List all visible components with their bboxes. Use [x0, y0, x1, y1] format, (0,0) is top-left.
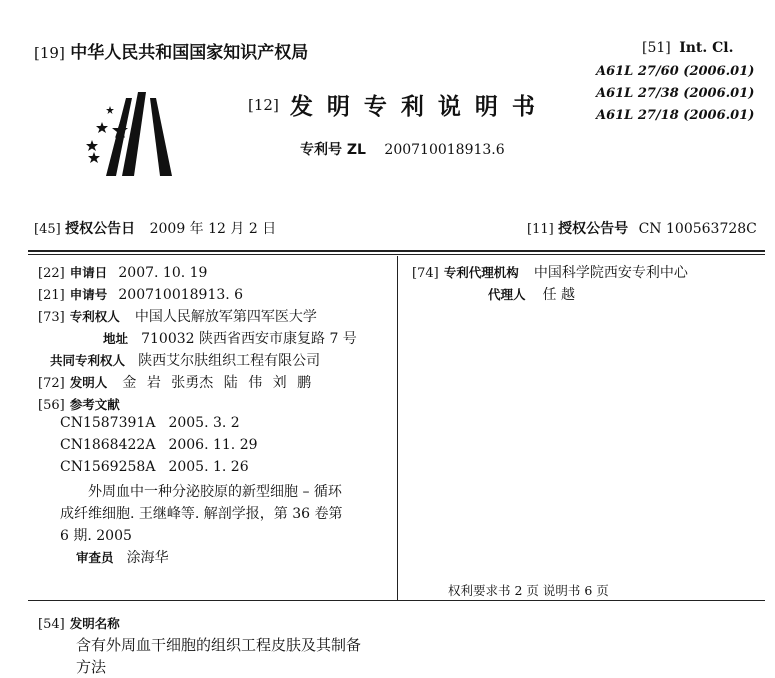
patentee-value: 中国人民解放军第四军医大学 [134, 309, 317, 325]
ipc-class-1: A61L 27/60 (2006.01) [596, 64, 755, 79]
examiner-label: 审查员 [76, 550, 114, 565]
agency-value: 中国科学院西安专利中心 [533, 265, 688, 281]
references-label: 参考文献 [69, 397, 120, 412]
invention-title-line: 方法 [76, 658, 107, 676]
application-number-row [38, 284, 243, 303]
grant-code: [45] [34, 222, 61, 237]
patentee-row [38, 306, 317, 326]
invention-title-header [38, 613, 120, 632]
app-num-code: [21] [38, 288, 65, 303]
ipc-class-2: A61L 27/38 (2006.01) [596, 86, 755, 101]
inventors-value: 金 岩 张勇杰 陆 伟 刘 鹏 [122, 375, 312, 391]
int-cl-code: [51] [642, 40, 671, 56]
reference-number: CN1569258A [60, 459, 156, 475]
grant-date: 2009 年 12 月 2 日 [149, 221, 277, 237]
ipc-class-3: A61L 27/18 (2006.01) [596, 108, 755, 123]
address-value: 710032 陕西省西安市康复路 7 号 [141, 331, 357, 347]
agent-value: 任 越 [542, 287, 576, 303]
app-date-value: 2007. 10. 19 [118, 265, 208, 281]
page-counts: 权利要求书 2 页 说明书 6 页 [448, 583, 609, 598]
app-num-label: 申请号 [69, 287, 108, 302]
inventors-label: 发明人 [69, 375, 108, 390]
application-date-row [38, 262, 207, 281]
grant-label: 授权公告日 [65, 221, 136, 237]
reference-text-line: 外周血中一种分泌胶原的新型细胞 – 循环 [88, 484, 342, 500]
int-cl-label: Int. Cl. [679, 40, 734, 56]
examiner-value: 涂海华 [126, 550, 169, 566]
grant-date-row [34, 218, 276, 238]
app-date-label: 申请日 [69, 265, 108, 280]
reference-date: 2005. 3. 2 [168, 415, 240, 431]
agency-code: [74] [412, 266, 439, 281]
agency-row [412, 262, 688, 282]
pub-code: [11] [527, 222, 554, 237]
co-patentee-row [50, 350, 320, 370]
reference-number: CN1587391A [60, 415, 156, 431]
reference-number: CN1868422A [60, 437, 156, 453]
agent-label: 代理人 [488, 287, 526, 302]
reference-item [60, 437, 258, 453]
examiner-row [76, 547, 169, 567]
grant-pub-row [527, 218, 757, 238]
office-name: 中华人民共和国国家知识产权局 [70, 43, 309, 63]
divider-top [28, 250, 765, 252]
address-row [103, 328, 357, 348]
invention-code: [54] [38, 617, 65, 632]
reference-text-line: 成纤维细胞. 王继峰等. 解剖学报，第 36 卷第 [60, 506, 343, 522]
invention-label: 发明名称 [69, 616, 120, 631]
patentee-label: 专利权人 [69, 309, 120, 324]
doc-title-row [248, 88, 549, 121]
column-divider [397, 256, 398, 600]
pub-label: 授权公告号 [558, 221, 629, 237]
invention-title-line: 含有外周血干细胞的组织工程皮肤及其制备 [76, 636, 362, 654]
patent-label: 专利号 ZL [300, 142, 366, 158]
doc-title: 发明专利说明书 [289, 94, 549, 120]
office-code: [19] [34, 44, 65, 62]
app-num-value: 200710018913. 6 [118, 287, 244, 303]
agency-label: 专利代理机构 [443, 265, 519, 280]
pub-number: CN 100563728C [638, 221, 757, 237]
office-header [34, 38, 308, 63]
divider-bottom [28, 600, 765, 601]
inventors-row [38, 372, 311, 392]
reference-date: 2006. 11. 29 [168, 437, 258, 453]
patent-number: 200710018913.6 [384, 142, 505, 158]
co-patentee-label: 共同专利权人 [50, 353, 126, 368]
sipo-logo [76, 88, 186, 180]
reference-date: 2005. 1. 26 [168, 459, 249, 475]
reference-item [60, 415, 240, 431]
inventors-code: [72] [38, 376, 65, 391]
reference-item [60, 459, 249, 475]
co-patentee-value: 陕西艾尔肤组织工程有限公司 [138, 353, 321, 369]
patent-number-row [300, 139, 505, 159]
patentee-code: [73] [38, 310, 65, 325]
references-header [38, 394, 120, 413]
int-cl-header [642, 40, 733, 56]
agent-row [488, 284, 575, 304]
reference-text-line: 6 期. 2005 [60, 528, 132, 544]
app-date-code: [22] [38, 266, 65, 281]
doc-code: [12] [248, 96, 279, 114]
address-label: 地址 [103, 331, 129, 346]
references-code: [56] [38, 398, 65, 413]
divider-thin [28, 254, 765, 255]
